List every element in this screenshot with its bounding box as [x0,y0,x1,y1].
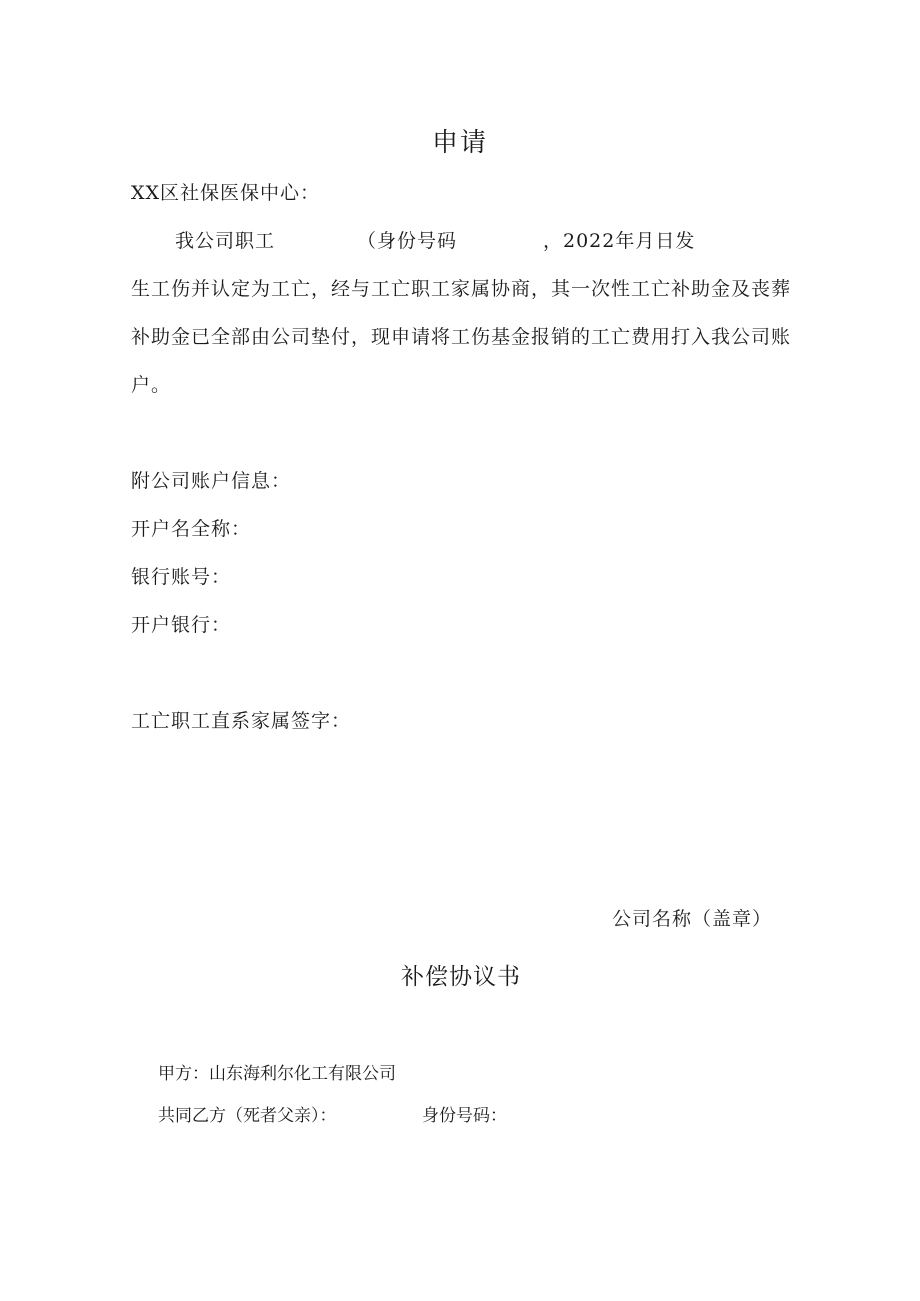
body-line-3: 户。 [131,374,172,396]
party-a: 甲方：山东海利尔化工有限公司 [158,1064,396,1084]
addressee: XX区社保医保中心： [131,182,321,204]
application-title: 申请 [432,128,489,158]
family-signature-label: 工亡职工直系家属签字： [131,710,352,732]
account-number-label: 银行账号： [131,566,232,588]
intro-date-text: ，2022年月日发 [543,230,696,252]
body-line-2: 补助金已全部由公司垫付，现申请将工伤基金报销的工亡费用打入我公司账 [131,326,792,348]
intro-id-label: （身份号码 [357,230,458,252]
body-line-1: 生工伤并认定为工亡，经与工亡职工家属协商，其一次性工亡补助金及丧葬 [131,278,792,300]
id-number-label: 身份号码： [422,1106,507,1126]
agreement-title: 补偿协议书 [401,964,521,990]
party-b-label: 共同乙方（死者父亲）： [158,1106,337,1126]
intro-prefix: 我公司职工 [175,230,276,252]
company-seal-label: 公司名称（盖章） [612,908,773,930]
account-name-label: 开户名全称： [131,518,252,540]
account-heading: 附公司账户信息： [131,470,292,492]
bank-label: 开户银行： [131,614,232,636]
